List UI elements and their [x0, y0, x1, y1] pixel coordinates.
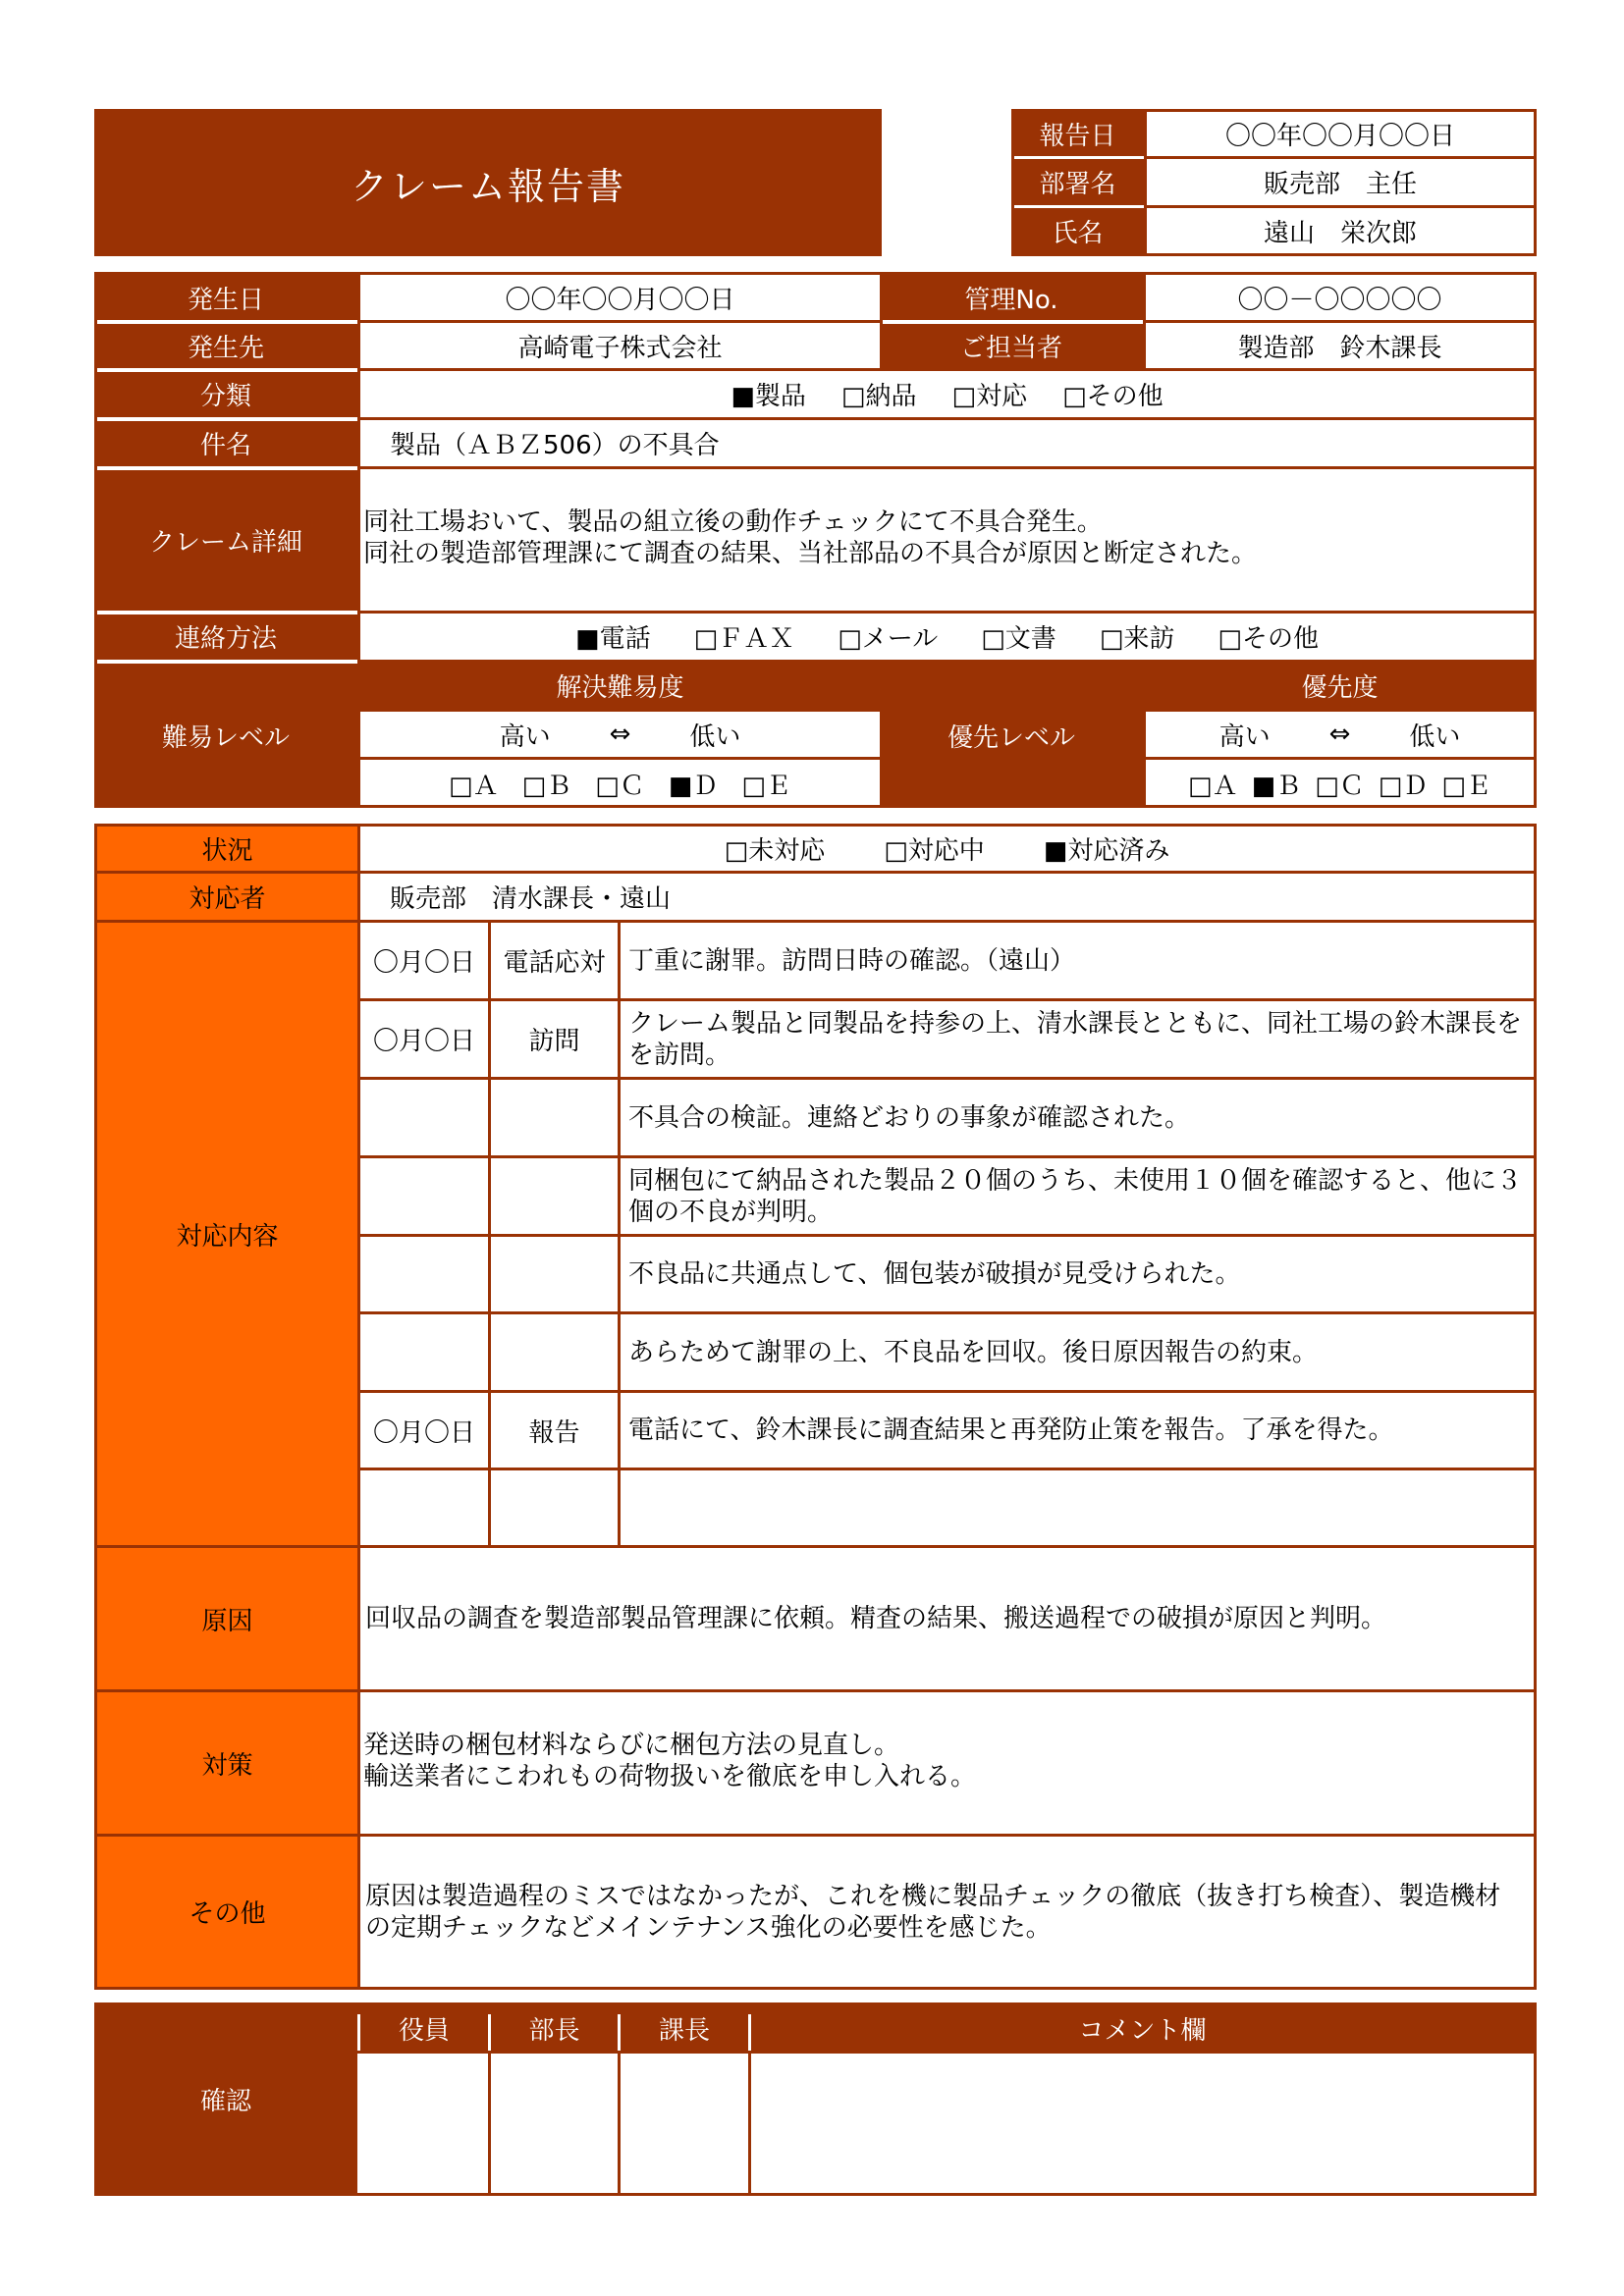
priority-b-checkbox[interactable]: ■Ｂ	[1251, 772, 1302, 801]
category-service-checkbox[interactable]: □対応	[951, 382, 1028, 411]
difficulty-high: 高い	[499, 721, 551, 752]
name-label: 氏名	[1052, 218, 1104, 248]
other-label: その他	[189, 1899, 266, 1929]
dept-label: 部署名	[1039, 170, 1116, 199]
row-date[interactable]	[360, 1080, 488, 1155]
executive-stamp-box[interactable]	[360, 2054, 488, 2193]
dept-value[interactable]: 販売部 主任	[1263, 170, 1417, 199]
status-not-handled-checkbox[interactable]: □未対応	[724, 836, 826, 866]
row-type[interactable]: 報告	[528, 1417, 580, 1448]
row-date[interactable]: 〇月〇日	[372, 1417, 475, 1448]
difficulty-scale	[360, 712, 880, 757]
contact-visit-checkbox[interactable]: □来訪	[1099, 624, 1175, 654]
approval-comment-header: コメント欄	[1078, 2015, 1207, 2046]
contact-method-label: 連絡方法	[174, 624, 277, 654]
status-in-progress-checkbox[interactable]: □対応中	[884, 836, 985, 866]
status-options	[360, 827, 1534, 871]
approval-manager-header: 部長	[528, 2015, 580, 2046]
priority-arrow: ⇔	[1328, 720, 1351, 749]
report-date-value[interactable]: 〇〇年〇〇月〇〇日	[1224, 122, 1455, 151]
report-date-label: 報告日	[1039, 122, 1116, 151]
row-type[interactable]	[491, 1158, 618, 1234]
mgmt-no-label: 管理No.	[964, 285, 1058, 315]
row-type[interactable]	[491, 1470, 618, 1545]
row-date[interactable]	[360, 1470, 488, 1545]
priority-a-checkbox[interactable]: □Ａ	[1188, 772, 1238, 801]
occur-date-value[interactable]: 〇〇年〇〇月〇〇日	[505, 285, 735, 315]
priority-e-checkbox[interactable]: □Ｅ	[1441, 772, 1491, 801]
occur-place-value[interactable]: 高崎電子株式会社	[517, 333, 723, 363]
priority-d-checkbox[interactable]: □Ｄ	[1378, 772, 1429, 801]
row-date[interactable]	[360, 1158, 488, 1234]
content-label: 対応内容	[176, 1221, 279, 1252]
manager-stamp-box[interactable]	[491, 2054, 618, 2193]
priority-scale	[1146, 712, 1534, 757]
row-type[interactable]	[491, 1080, 618, 1155]
difficulty-header: 解決難易度	[556, 673, 684, 703]
section-chief-stamp-box[interactable]	[621, 2054, 748, 2193]
priority-high: 高い	[1218, 721, 1271, 752]
status-label: 状況	[201, 836, 253, 866]
row-date[interactable]: 〇月〇日	[372, 948, 475, 978]
cause-label: 原因	[201, 1606, 253, 1636]
mgmt-no-value[interactable]: 〇〇－〇〇〇〇〇	[1237, 285, 1442, 315]
row-text[interactable]	[621, 1470, 1534, 1545]
row-type[interactable]: 電話応対	[503, 948, 606, 978]
difficulty-b-checkbox[interactable]: □Ｂ	[521, 772, 572, 801]
detail-label: クレーム詳細	[148, 527, 302, 558]
priority-low: 低い	[1409, 721, 1461, 752]
priority-options	[1146, 760, 1534, 808]
page-title: クレーム報告書	[350, 164, 625, 208]
row-date[interactable]: 〇月〇日	[372, 1027, 475, 1056]
responder-label: 対応者	[189, 884, 266, 914]
name-value[interactable]: 遠山 栄次郎	[1263, 218, 1417, 248]
row-text[interactable]: 電話にて、鈴木課長に調査結果と再発防止策を報告。了承を得た。	[628, 1415, 1394, 1445]
occur-place-label: 発生先	[187, 333, 264, 363]
approval-label: 確認	[199, 2087, 251, 2116]
row-text[interactable]: 不良品に共通点して、個包装が破損が見受けられた。	[628, 1259, 1241, 1289]
contact-person-value[interactable]: 製造部 鈴木課長	[1237, 333, 1442, 363]
category-delivery-checkbox[interactable]: □納品	[840, 382, 917, 411]
category-options	[360, 371, 1534, 417]
contact-person-label: ご担当者	[959, 333, 1062, 363]
measure-line: 発送時の梱包材料ならびに梱包方法の見直し。	[363, 1731, 900, 1760]
contact-email-checkbox[interactable]: □メール	[838, 624, 939, 654]
row-type[interactable]: 訪問	[528, 1027, 580, 1056]
approval-section-chief-header: 課長	[658, 2015, 710, 2046]
subject-value[interactable]: 製品（ＡＢＺ506）の不具合	[390, 431, 720, 460]
detail-value[interactable]	[363, 507, 1532, 569]
contact-fax-checkbox[interactable]: □ＦＡＸ	[693, 624, 795, 654]
detail-line: 同社の製造部管理課にて調査の結果、当社部品の不具合が原因と断定された。	[363, 539, 1258, 568]
category-product-checkbox[interactable]: ■製品	[731, 382, 806, 411]
detail-line: 同社工場おいて、製品の組立後の動作チェックにて不具合発生。	[363, 507, 1103, 537]
row-text[interactable]: 同梱包にて納品された製品２０個のうち、未使用１０個を確認すると、他に３個の不良が判明。	[628, 1165, 1523, 1227]
occur-date-label: 発生日	[187, 285, 264, 315]
difficulty-arrow: ⇔	[609, 720, 631, 749]
measure-line: 輸送業者にこわれもの荷物扱いを徹底を申し入れる。	[363, 1762, 977, 1791]
contact-other-checkbox[interactable]: □その他	[1218, 624, 1319, 654]
row-text[interactable]: 不具合の検証。連絡どおりの事象が確認された。	[628, 1102, 1191, 1133]
approval-executive-header: 役員	[398, 2015, 450, 2046]
difficulty-label: 難易レベル	[161, 722, 290, 753]
row-text[interactable]: あらためて謝罪の上、不良品を回収。後日原因報告の約束。	[628, 1337, 1319, 1367]
difficulty-options	[360, 760, 880, 808]
contact-method-options	[360, 614, 1534, 660]
row-text[interactable]: 丁重に謝罪。訪問日時の確認。（遠山）	[628, 945, 1076, 976]
subject-label: 件名	[199, 431, 251, 460]
priority-label: 優先レベル	[947, 722, 1075, 753]
comment-field[interactable]	[751, 2054, 1534, 2193]
cause-value[interactable]: 回収品の調査を製造部製品管理課に依頼。精査の結果、搬送過程での破損が原因と判明。	[365, 1604, 1387, 1633]
difficulty-low: 低い	[689, 721, 741, 752]
row-date[interactable]	[360, 1314, 488, 1390]
contact-phone-checkbox[interactable]: ■電話	[575, 624, 651, 654]
category-label: 分類	[199, 382, 251, 411]
category-other-checkbox[interactable]: □その他	[1062, 382, 1164, 411]
status-done-checkbox[interactable]: ■対応済み	[1043, 836, 1170, 866]
row-type[interactable]	[491, 1314, 618, 1390]
title-banner	[94, 109, 882, 256]
priority-c-checkbox[interactable]: □Ｃ	[1315, 772, 1365, 801]
difficulty-e-checkbox[interactable]: □Ｅ	[741, 772, 791, 801]
measure-value[interactable]	[363, 1730, 1532, 1792]
row-type[interactable]	[491, 1237, 618, 1311]
row-text[interactable]: クレーム製品と同製品を持参の上、清水課長とともに、同社工場の鈴木課長をを訪問。	[628, 1008, 1523, 1070]
responder-value[interactable]: 販売部 清水課長・遠山	[390, 884, 672, 914]
contact-document-checkbox[interactable]: □文書	[981, 624, 1056, 654]
priority-header: 優先度	[1301, 673, 1379, 703]
difficulty-d-checkbox[interactable]: ■Ｄ	[668, 772, 719, 801]
other-value[interactable]: 原因は製造過程のミスではなかったが、これを機に製品チェックの徹底（抜き打ち検査）、製造機材の定期チェックなどメインテナンス強化の必要性を感じた。	[365, 1881, 1501, 1943]
row-date[interactable]	[360, 1237, 488, 1311]
measure-label: 対策	[201, 1750, 253, 1781]
difficulty-a-checkbox[interactable]: □Ａ	[449, 772, 499, 801]
difficulty-c-checkbox[interactable]: □Ｃ	[595, 772, 645, 801]
